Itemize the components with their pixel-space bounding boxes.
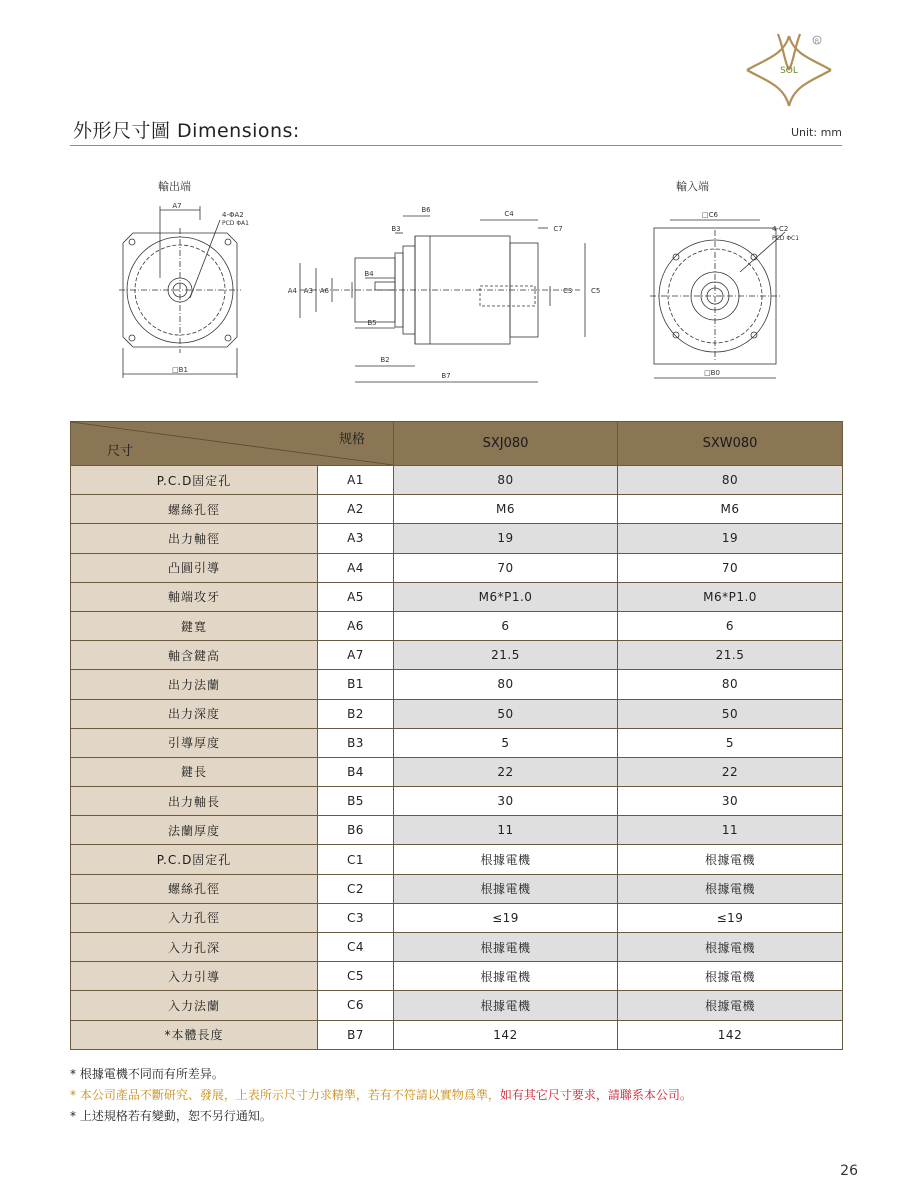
value-sxw080-cell: 21.5	[618, 641, 843, 670]
value-sxw080-cell: 142	[618, 1020, 843, 1049]
table-row	[71, 553, 843, 582]
spec-name-cell: *本體長度	[71, 1020, 318, 1049]
spec-code-cell: C1	[318, 845, 394, 874]
table-row	[71, 728, 843, 757]
spec-code-cell: B2	[318, 699, 394, 728]
spec-code-cell: B5	[318, 787, 394, 816]
spec-code-cell: A1	[318, 466, 394, 495]
value-sxw080-cell: M6	[618, 495, 843, 524]
value-sxj080-cell: 19	[394, 524, 618, 553]
value-sxj080-cell: 根據電機	[394, 845, 618, 874]
spec-name-cell: 出力軸徑	[71, 524, 318, 553]
spec-name-cell: 入力法蘭	[71, 991, 318, 1020]
spec-name-cell: 出力軸長	[71, 787, 318, 816]
table-row	[71, 787, 843, 816]
value-sxw080-cell: 5	[618, 728, 843, 757]
spec-code-cell: C5	[318, 962, 394, 991]
brand-logo	[744, 30, 834, 110]
table-row	[71, 699, 843, 728]
value-sxw080-cell: 80	[618, 670, 843, 699]
note-1: * 根據電機不同而有所差异。	[70, 1067, 224, 1081]
output-end-label: 輸出端	[158, 180, 191, 193]
spec-code-cell: C2	[318, 874, 394, 903]
spec-code-cell: B7	[318, 1020, 394, 1049]
value-sxw080-cell: M6*P1.0	[618, 582, 843, 611]
value-sxj080-cell: 根據電機	[394, 962, 618, 991]
label-b6: B6	[421, 206, 431, 214]
label-c5: C5	[591, 287, 601, 295]
label-b7: B7	[441, 372, 451, 380]
value-sxj080-cell: 根據電機	[394, 991, 618, 1020]
spec-name-cell: 出力深度	[71, 699, 318, 728]
value-sxj080-cell: 142	[394, 1020, 618, 1049]
value-sxj080-cell: 30	[394, 787, 618, 816]
note-2-orange: * 本公司產品不斷研究、發展，上表所示尺寸力求精準，若有不符請以實物爲準，	[70, 1088, 500, 1102]
label-b0: □B0	[704, 369, 720, 377]
label-b3: B3	[391, 225, 401, 233]
value-sxw080-cell: 22	[618, 757, 843, 786]
spec-code-cell: A3	[318, 524, 394, 553]
table-row	[71, 962, 843, 991]
spec-name-cell: 鍵寬	[71, 611, 318, 640]
value-sxw080-cell: 80	[618, 466, 843, 495]
value-sxj080-cell: ≤19	[394, 903, 618, 932]
value-sxw080-cell: 根據電機	[618, 991, 843, 1020]
spec-name-cell: 鍵長	[71, 757, 318, 786]
table-row	[71, 874, 843, 903]
spec-code-cell: A6	[318, 611, 394, 640]
spec-name-cell: 螺絲孔徑	[71, 495, 318, 524]
label-c4: C4	[504, 210, 514, 218]
value-sxw080-cell: 6	[618, 611, 843, 640]
value-sxw080-cell: 根據電機	[618, 962, 843, 991]
spec-code-cell: C4	[318, 933, 394, 962]
value-sxj080-cell: 根據電機	[394, 874, 618, 903]
spec-code-cell: A4	[318, 553, 394, 582]
label-a3: A3	[303, 287, 313, 295]
table-row	[71, 991, 843, 1020]
note-2-red: 如有其它尺寸要求，請聯系本公司。	[499, 1088, 692, 1102]
value-sxj080-cell: M6	[394, 495, 618, 524]
value-sxj080-cell: 11	[394, 816, 618, 845]
spec-name-cell: 法蘭厚度	[71, 816, 318, 845]
spec-code-cell: C6	[318, 991, 394, 1020]
value-sxj080-cell: 5	[394, 728, 618, 757]
label-holes-c2: 4-C2	[772, 225, 789, 233]
table-row	[71, 466, 843, 495]
spec-name-cell: P.C.D固定孔	[71, 845, 318, 874]
table-row	[71, 903, 843, 932]
label-a7: A7	[172, 202, 182, 210]
value-sxj080-cell: 80	[394, 466, 618, 495]
label-pcd-c1: PCD ΦC1	[772, 235, 800, 242]
spec-name-cell: 入力孔徑	[71, 903, 318, 932]
input-end-drawing	[640, 200, 800, 386]
value-sxj080-cell: 80	[394, 670, 618, 699]
table-row	[71, 582, 843, 611]
label-pcd-a1: PCD ΦA1	[222, 220, 249, 227]
value-sxw080-cell: 根據電機	[618, 845, 843, 874]
value-sxj080-cell: 21.5	[394, 641, 618, 670]
label-b2: B2	[380, 356, 390, 364]
value-sxj080-cell: 6	[394, 611, 618, 640]
value-sxw080-cell: 19	[618, 524, 843, 553]
spec-code-cell: B6	[318, 816, 394, 845]
spec-code-cell: A2	[318, 495, 394, 524]
value-sxw080-cell: 11	[618, 816, 843, 845]
label-a6: A6	[319, 287, 329, 295]
table-header-row	[71, 422, 843, 466]
logo-text: SOL	[780, 66, 798, 76]
output-end-drawing	[105, 198, 255, 383]
spec-code-cell: B4	[318, 757, 394, 786]
spec-name-cell: 入力孔深	[71, 933, 318, 962]
table-row	[71, 670, 843, 699]
value-sxw080-cell: ≤19	[618, 903, 843, 932]
notes	[70, 1064, 692, 1127]
side-view-drawing	[280, 198, 615, 390]
value-sxj080-cell: 70	[394, 553, 618, 582]
page-title: 外形尺寸圖 Dimensions:	[73, 120, 300, 142]
header-divider	[70, 145, 842, 146]
value-sxw080-cell: 30	[618, 787, 843, 816]
model-header-sxw080: SXW080	[618, 422, 843, 466]
table-row	[71, 641, 843, 670]
spec-code-cell: B1	[318, 670, 394, 699]
spec-name-cell: P.C.D固定孔	[71, 466, 318, 495]
spec-code-cell: A5	[318, 582, 394, 611]
table-row	[71, 933, 843, 962]
value-sxw080-cell: 根據電機	[618, 933, 843, 962]
spec-header-label: 规格	[338, 432, 365, 447]
label-c7: C7	[553, 225, 563, 233]
spec-table	[70, 421, 843, 1050]
table-row	[71, 495, 843, 524]
value-sxj080-cell: 50	[394, 699, 618, 728]
label-b1: □B1	[172, 366, 188, 374]
value-sxj080-cell: 根據電機	[394, 933, 618, 962]
spec-name-cell: 軸端攻牙	[71, 582, 318, 611]
spec-code-cell: B3	[318, 728, 394, 757]
spec-name-cell: 引導厚度	[71, 728, 318, 757]
table-row	[71, 816, 843, 845]
table-row	[71, 845, 843, 874]
label-holes-a2: 4-ΦA2	[222, 211, 244, 219]
page-number: 26	[840, 1163, 858, 1179]
table-row	[71, 611, 843, 640]
table-row	[71, 1020, 843, 1049]
table-corner-header	[71, 422, 394, 466]
spec-name-cell: 出力法蘭	[71, 670, 318, 699]
table-row	[71, 757, 843, 786]
value-sxj080-cell: 22	[394, 757, 618, 786]
spec-name-cell: 螺絲孔徑	[71, 874, 318, 903]
value-sxj080-cell: M6*P1.0	[394, 582, 618, 611]
spec-code-cell: A7	[318, 641, 394, 670]
spec-name-cell: 凸圓引導	[71, 553, 318, 582]
value-sxw080-cell: 50	[618, 699, 843, 728]
spec-name-cell: 入力引導	[71, 962, 318, 991]
value-sxw080-cell: 根據電機	[618, 874, 843, 903]
spec-code-cell: C3	[318, 903, 394, 932]
table-row	[71, 524, 843, 553]
unit-label: Unit: mm	[790, 126, 842, 139]
label-a4: A4	[287, 287, 297, 295]
note-3: * 上述規格若有變動，恕不另行通知。	[70, 1109, 272, 1123]
value-sxw080-cell: 70	[618, 553, 843, 582]
input-end-label: 輸入端	[676, 180, 709, 193]
spec-name-cell: 軸含鍵高	[71, 641, 318, 670]
label-b5: B5	[367, 319, 377, 327]
svg-text:R: R	[814, 38, 820, 45]
label-b4: B4	[364, 270, 374, 278]
label-c3: C3	[563, 287, 573, 295]
label-c6: □C6	[702, 211, 718, 219]
note-2	[70, 1085, 692, 1106]
model-header-sxj080: SXJ080	[394, 422, 618, 466]
dimension-header-label: 尺寸	[107, 444, 134, 459]
